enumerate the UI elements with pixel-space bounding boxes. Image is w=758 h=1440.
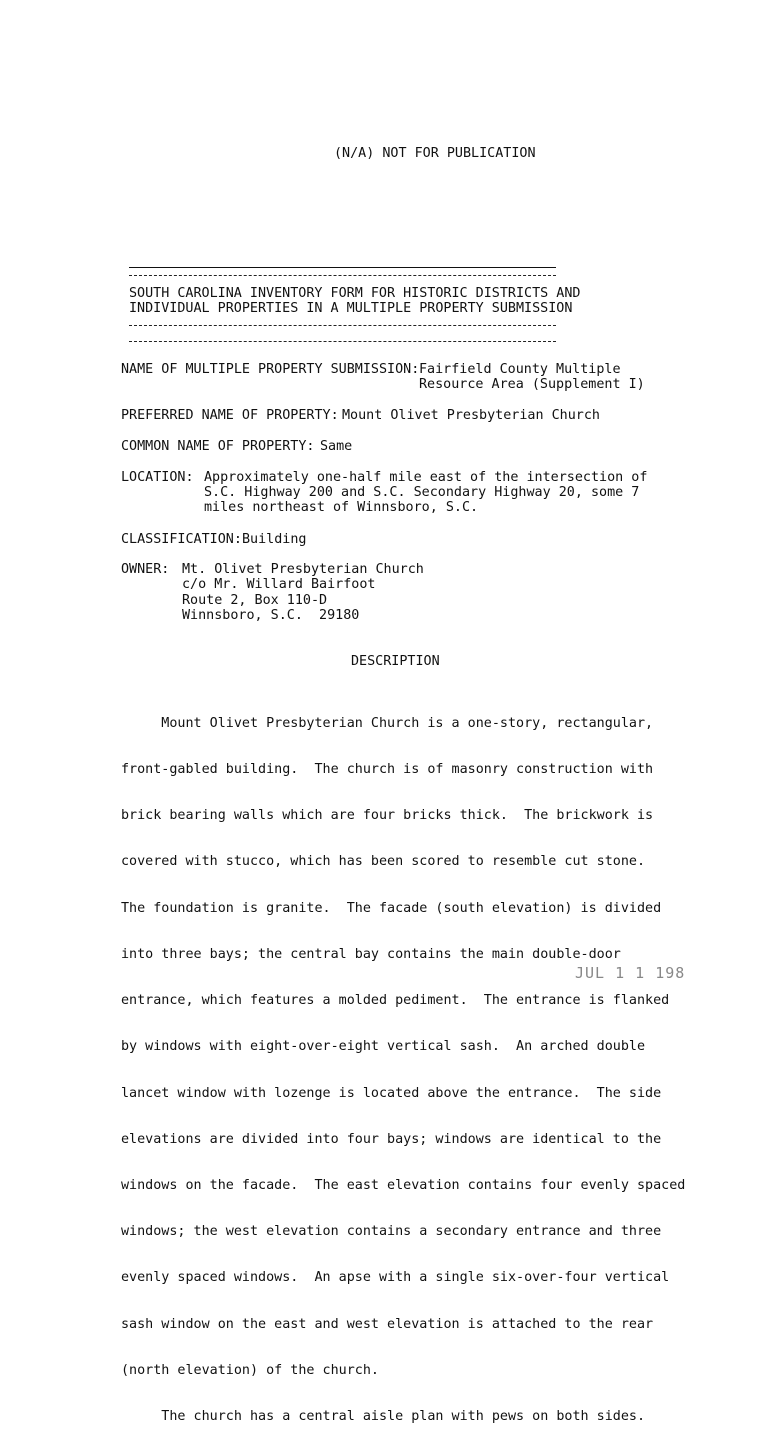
form-title-line-1: SOUTH CAROLINA INVENTORY FORM FOR HISTORIC DISTRICTS AND [129,286,581,301]
description-line: front-gabled building. The church is of masonry construction with [121,762,654,778]
classification-label: CLASSIFICATION: [121,532,242,547]
rule-dashed-1 [129,275,556,276]
owner-value-4: Winnsboro, S.C. 29180 [182,608,360,623]
description-line: The church has a central aisle plan with pews on both sides. [121,1409,646,1425]
rule-dashed-2 [129,325,556,326]
location-value-3: miles northeast of Winnsboro, S.C. [204,500,479,515]
owner-value-3: Route 2, Box 110-D [182,593,328,608]
common-value: Same [320,439,353,454]
description-line: entrance, which features a molded pediment. The entrance is flanked [121,993,670,1009]
owner-value-1: Mt. Olivet Presbyterian Church [182,562,424,577]
description-line: elevations are divided into four bays; windows are identical to the [121,1131,662,1147]
description-line: covered with stucco, which has been scored to resemble cut stone. [121,854,646,870]
description-body [121,685,686,1440]
form-title-line-2: INDIVIDUAL PROPERTIES IN A MULTIPLE PROPERTY SUBMISSION [129,301,573,316]
rule-solid-top [129,267,556,268]
description-line: The foundation is granite. The facade (south elevation) is divided [121,900,662,916]
rule-dashed-3 [129,341,556,342]
description-line: (north elevation) of the church. [121,1362,379,1378]
classification-value: Building [242,532,307,547]
description-line: into three bays; the central bay contains the main double-door [121,946,621,962]
common-label: COMMON NAME OF PROPERTY: [121,439,315,454]
owner-label: OWNER: [121,562,170,577]
location-label: LOCATION: [121,470,194,485]
preferred-label: PREFERRED NAME OF PROPERTY: [121,408,339,423]
description-line: Mount Olivet Presbyterian Church is a one-story, rectangular, [121,715,654,731]
preferred-value: Mount Olivet Presbyterian Church [342,408,600,423]
description-line: lancet window with lozenge is located above the entrance. The side [121,1085,662,1101]
description-line: evenly spaced windows. An apse with a single six-over-four vertical [121,1270,670,1286]
description-line: by windows with eight-over-eight vertical sash. An arched double [121,1039,646,1055]
received-date-stamp: JUL 1 1 198 [575,964,686,982]
description-heading: DESCRIPTION [351,654,440,669]
submission-value-2: Resource Area (Supplement I) [419,377,645,392]
description-line: sash window on the east and west elevation is attached to the rear [121,1316,654,1332]
location-value-1: Approximately one-half mile east of the intersection of [204,470,648,485]
submission-label: NAME OF MULTIPLE PROPERTY SUBMISSION: [121,362,420,377]
publication-note: (N/A) NOT FOR PUBLICATION [334,146,536,161]
description-line: windows on the facade. The east elevation contains four evenly spaced [121,1178,686,1193]
submission-value-1: Fairfield County Multiple [419,362,621,377]
owner-value-2: c/o Mr. Willard Bairfoot [182,577,376,592]
description-line: brick bearing walls which are four bricks thick. The brickwork is [121,808,654,824]
description-line: windows; the west elevation contains a secondary entrance and three [121,1224,662,1240]
location-value-2: S.C. Highway 200 and S.C. Secondary Highway 20, some 7 [204,485,640,500]
